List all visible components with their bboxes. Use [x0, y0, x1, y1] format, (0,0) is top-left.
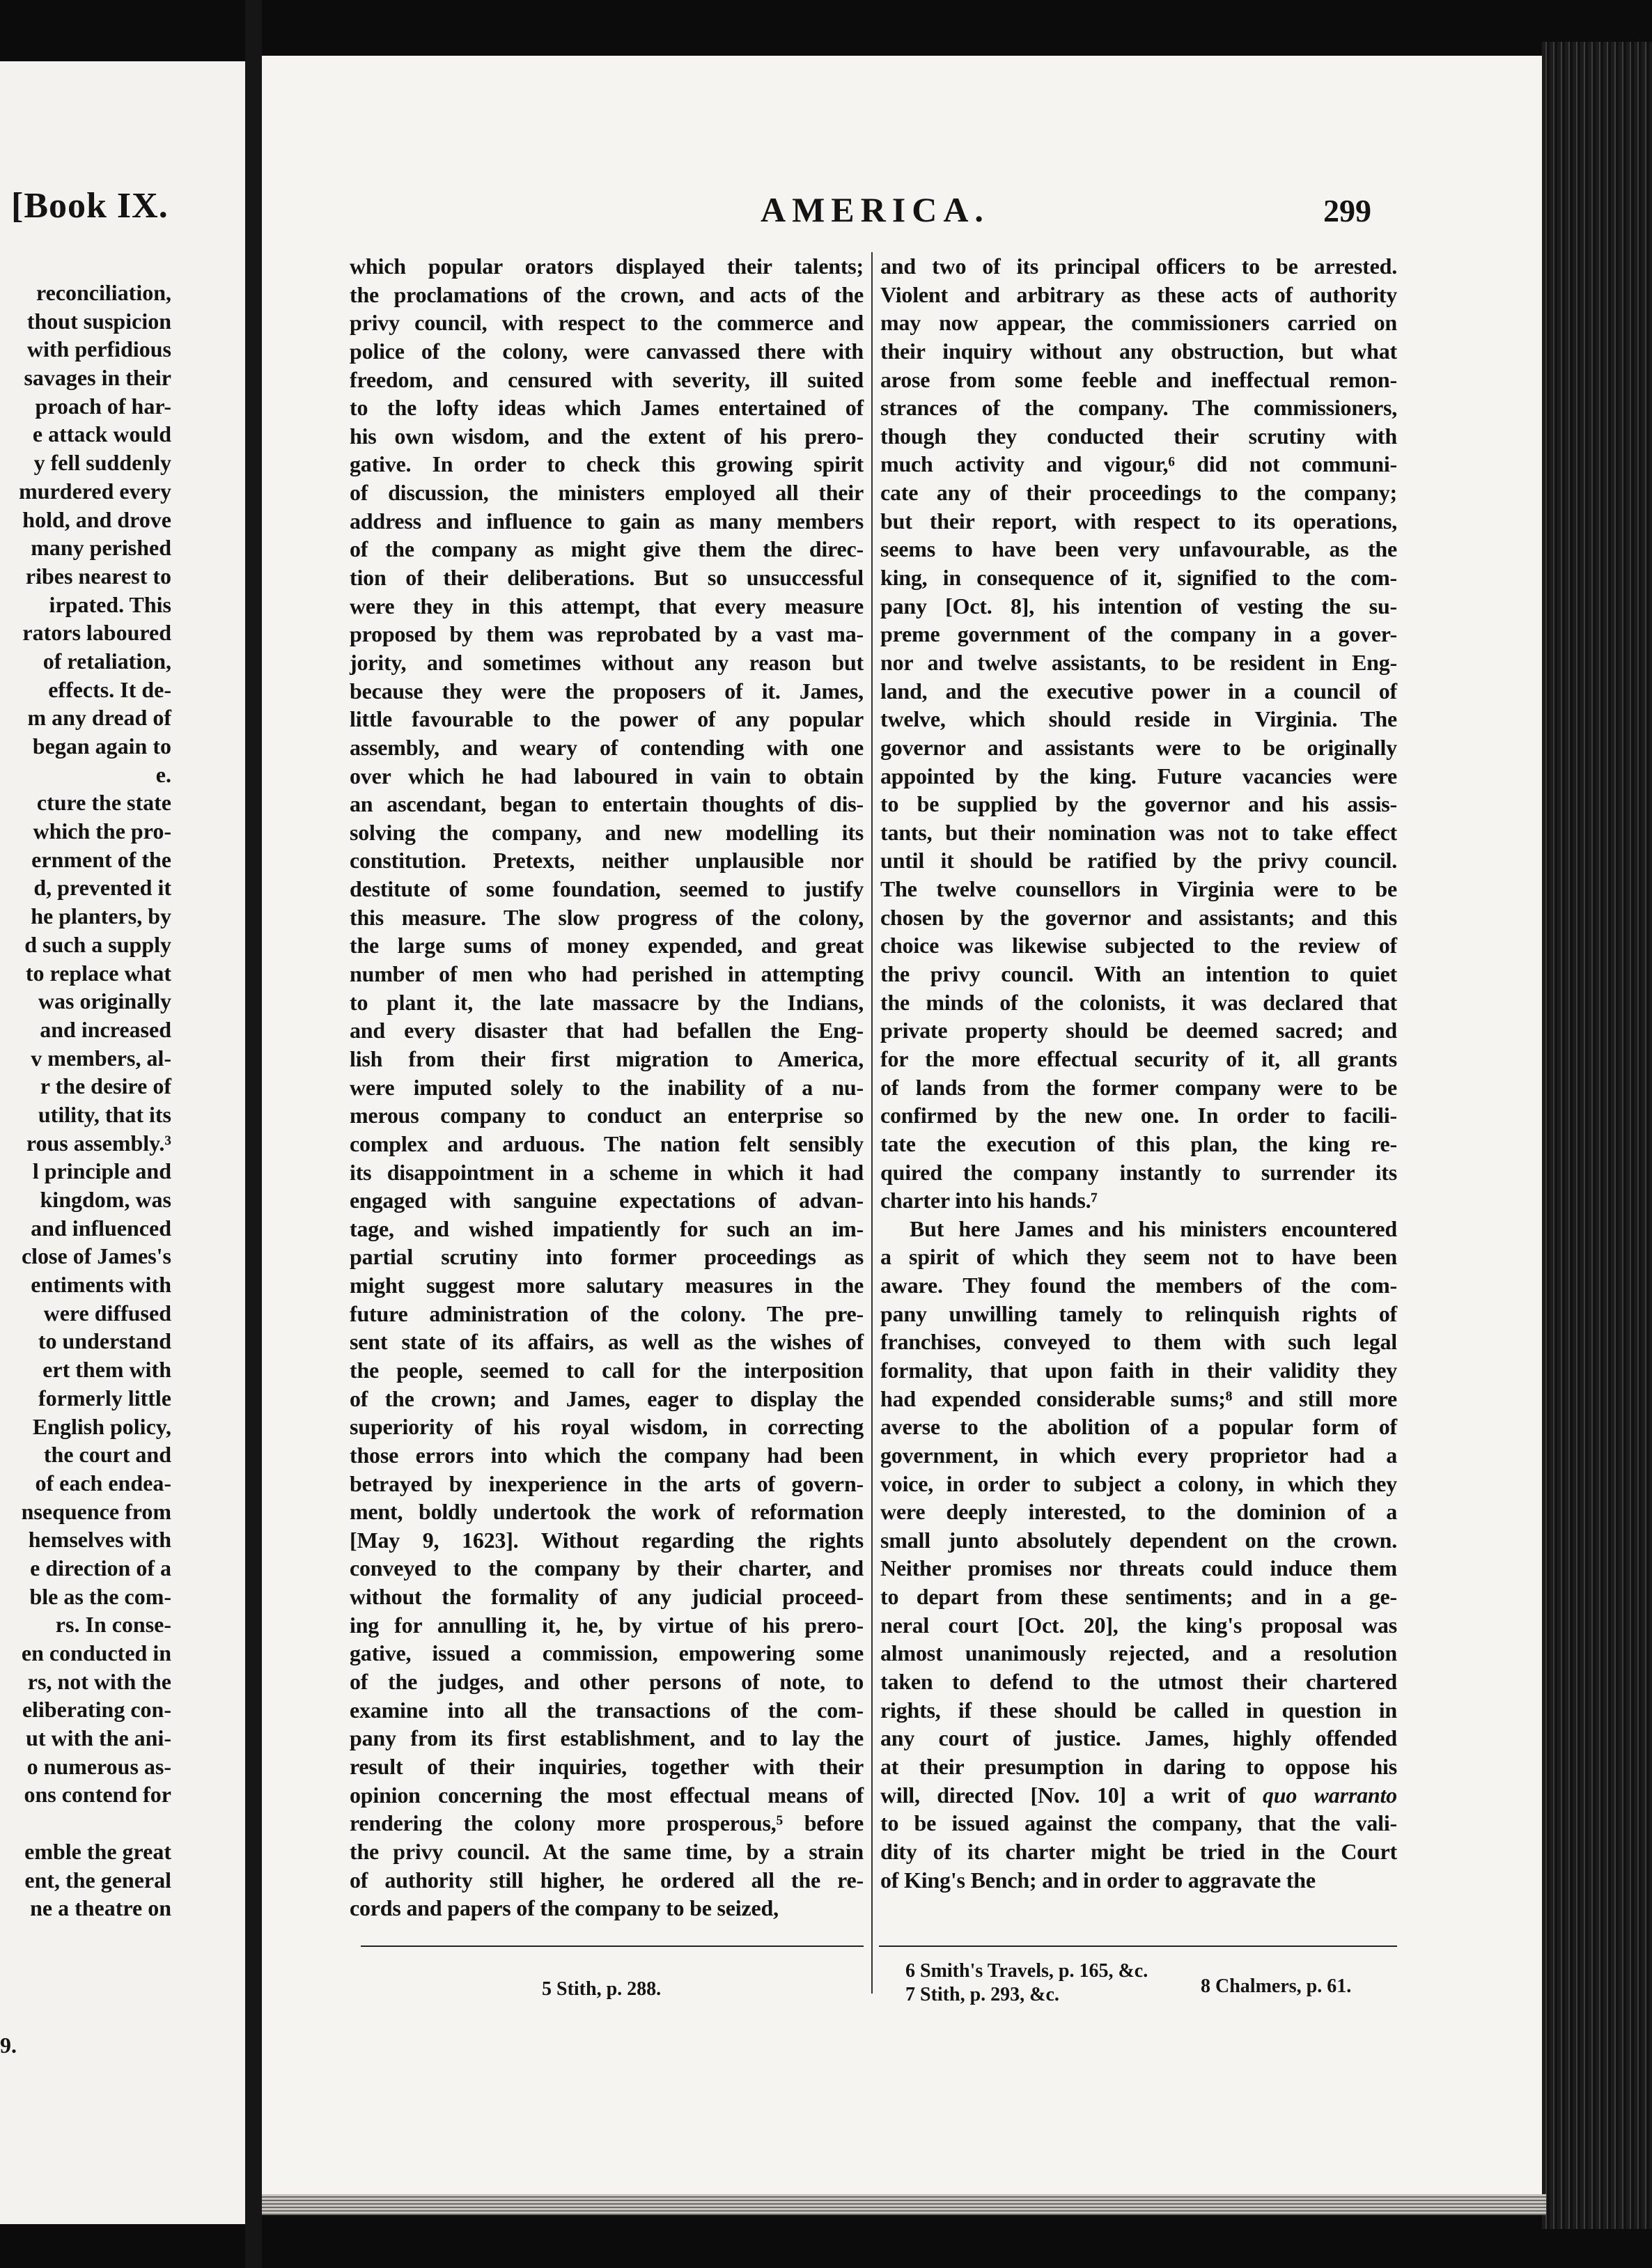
text-line: averse to the abolition of a popular form of [880, 1414, 1397, 1440]
text-line: formality, that upon faith in their validity they [880, 1357, 1397, 1383]
footnote-8: 8 Chalmers, p. 61. [1201, 1975, 1352, 1997]
text-line: engaged with sanguine expectations of advan- [350, 1188, 864, 1213]
column-divider [871, 252, 873, 1994]
text-line: governor and assistants were to be originally [880, 734, 1397, 760]
text-line: close of James's [21, 1243, 171, 1269]
text-line: to the lofty ideas which James entertained of [350, 395, 864, 421]
text-line: number of men who had perished in attempting [350, 961, 864, 987]
text-line: hemselves with [28, 1527, 171, 1553]
text-line: murdered every [19, 478, 171, 504]
text-line: police of the colony, were canvassed there with [350, 338, 864, 364]
text-line: Neither promises nor threats could induce them [880, 1555, 1397, 1581]
text-line: kingdom, was [40, 1187, 171, 1212]
text-line: of authority still higher, he ordered all the re- [350, 1867, 864, 1893]
text-line: ert them with [42, 1357, 171, 1383]
text-line: which popular orators displayed their talents; [350, 254, 864, 279]
text-line: English policy, [32, 1413, 171, 1439]
text-line: e direction of a [30, 1555, 171, 1580]
running-head: AMERICA. [761, 190, 990, 229]
text-line: cture the state [36, 790, 171, 816]
text-line: the court and [43, 1442, 171, 1468]
text-line: superiority of his royal wisdom, in correcting [350, 1414, 864, 1440]
text-line: entiments with [31, 1272, 171, 1298]
footnote-7: 7 Stith, p. 293, &c. [905, 1984, 1059, 2005]
text-line: to be supplied by the governor and his assis- [880, 791, 1397, 817]
text-line: r the desire of [40, 1073, 171, 1099]
text-line: little favourable to the power of any popular [350, 706, 864, 732]
text-line: ribes nearest to [25, 563, 171, 589]
text-line: e. [155, 761, 171, 787]
text-line: eliberating con- [22, 1697, 171, 1723]
text-line: en conducted in [21, 1640, 171, 1665]
text-line: were diffused [43, 1300, 171, 1326]
text-line: ble as the com- [29, 1583, 171, 1609]
text-line: a spirit of which they seem not to have been [880, 1244, 1397, 1270]
text-line: nsequence from [21, 1498, 171, 1524]
text-line: almost unanimously rejected, and a resolution [880, 1640, 1397, 1666]
text-line: tants, but their nomination was not to take effect [880, 819, 1397, 845]
text-line: were they in this attempt, that every measure [350, 593, 864, 619]
text-line: franchises, conveyed to them with such legal [880, 1329, 1397, 1355]
text-line: opinion concerning the most effectual means of [350, 1782, 864, 1808]
text-line: over which he had laboured in vain to obtain [350, 763, 864, 789]
text-line: hold, and drove [22, 506, 171, 532]
text-line: small junto absolutely dependent on the crown. [880, 1527, 1397, 1553]
footnote-6: 6 Smith's Travels, p. 165, &c. [905, 1960, 1148, 1982]
text-line: The twelve counsellors in Virginia were to be [880, 876, 1397, 902]
text-line: of the judges, and other persons of note, to [350, 1669, 864, 1695]
text-column-left [350, 252, 864, 1923]
text-line: had expended considerable sums;⁸ and still more [880, 1385, 1397, 1411]
text-line: neral court [Oct. 20], the king's proposal was [880, 1612, 1397, 1638]
text-line: their inquiry without any obstruction, but what [880, 338, 1397, 364]
footnote-5: 5 Stith, p. 288. [542, 1978, 662, 2000]
text-line: were imputed solely to the inability of a nu- [350, 1074, 864, 1100]
italic-phrase: quo warranto [1262, 1782, 1397, 1808]
text-line: savages in their [24, 365, 171, 391]
text-line: pany from its first establishment, and to lay the [350, 1725, 864, 1751]
text-line: emble the great [24, 1838, 171, 1864]
text-line: proposed by them was reprobated by a vast ma- [350, 621, 864, 647]
text-line: dity of its charter might be tried in the Court [880, 1838, 1397, 1864]
text-line: l principle and [32, 1158, 171, 1184]
text-line: thout suspicion [26, 308, 171, 334]
text-line: government, in which every proprietor had a [880, 1442, 1397, 1468]
text-line: of each endea- [35, 1470, 171, 1496]
text-line: the privy council. At the same time, by a strain [350, 1838, 864, 1864]
text-line: sent state of its affairs, as well as the wishes of [350, 1329, 864, 1355]
text-line: d, prevented it [33, 875, 171, 901]
text-line: of retaliation, [42, 648, 171, 674]
bottom-page-edge [262, 2194, 1546, 2215]
text-line: address and influence to gain as many members [350, 508, 864, 534]
left-page-text [0, 279, 245, 1923]
text-line: irpated. This [49, 591, 171, 617]
text-line: might suggest more salutary measures in the [350, 1273, 864, 1298]
text-line: the proclamations of the crown, and acts of the [350, 281, 864, 307]
text-line: gative, issued a commission, empowering some [350, 1640, 864, 1666]
text-line: private property should be deemed sacred; and [880, 1018, 1397, 1043]
text-line: ing for annulling it, he, by virtue of his prero- [350, 1612, 864, 1638]
text-line: proach of har- [35, 393, 171, 419]
text-line: appointed by the king. Future vacancies were [880, 763, 1397, 789]
text-line: to be issued against the company, that the vali- [880, 1810, 1397, 1836]
text-line: tage, and wished impatiently for such an im- [350, 1215, 864, 1241]
text-line: effects. It de- [48, 676, 171, 702]
text-line: the minds of the colonists, it was declared that [880, 989, 1397, 1015]
text-line: land, and the executive power in a council of [880, 678, 1397, 704]
text-line: and increased [40, 1016, 171, 1042]
text-line: cords and papers of the company to be seized, [350, 1895, 779, 1921]
footnote-rule-left [361, 1945, 864, 1947]
text-line: of the company as might give them the direc- [350, 536, 864, 562]
text-line: began again to [32, 733, 171, 759]
text-line: pany unwilling tamely to relinquish rights of [880, 1300, 1397, 1326]
text-line: rous assembly.³ [26, 1130, 171, 1156]
text-line: arose from some feeble and ineffectual remon- [880, 366, 1397, 392]
text-line: seems to have been very unfavourable, as the [880, 536, 1397, 562]
text-line: taken to defend to the utmost their chartered [880, 1669, 1397, 1695]
text-line: lish from their first migration to America, [350, 1046, 864, 1071]
text-line: ons contend for [24, 1782, 171, 1808]
text-line: to replace what [25, 960, 171, 986]
text-line: constitution. Pretexts, neither unplausible nor [350, 848, 864, 873]
text-line: freedom, and censured with severity, ill suited [350, 366, 864, 392]
text-line: at their presumption in daring to oppose his [880, 1753, 1397, 1779]
page-edges [1542, 42, 1652, 2229]
text-line: king, in consequence of it, signified to the com- [880, 565, 1397, 591]
page-number: 299 [1323, 193, 1371, 228]
text-line: rators laboured [22, 620, 171, 646]
text-line: complex and arduous. The nation felt sensibly [350, 1131, 864, 1156]
text-line: with perfidious [26, 336, 171, 362]
text-line: ut with the ani- [26, 1725, 171, 1751]
book-gutter [245, 0, 262, 2268]
text-line: nor and twelve assistants, to be resident in Eng- [880, 649, 1397, 675]
text-line: were deeply interested, to the dominion of a [880, 1499, 1397, 1525]
text-line: much activity and vigour,⁶ did not communi- [880, 451, 1397, 477]
text-line: e attack would [32, 421, 171, 447]
text-line: betrayed by inexperience in the arts of govern- [350, 1470, 864, 1496]
text-line: ent, the general [24, 1867, 171, 1893]
text-line: will, directed [Nov. 10] a writ of quo warranto [880, 1782, 1397, 1808]
text-line: and two of its principal officers to be arrested. [880, 254, 1397, 279]
text-line: many perished [31, 535, 171, 561]
text-line: conveyed to the company by their charter, and [350, 1555, 864, 1581]
text-line: this measure. The slow progress of the colony, [350, 904, 864, 930]
text-line: reconciliation, [36, 280, 171, 305]
text-line: [May 9, 1623]. Without regarding the rights [350, 1527, 864, 1553]
text-line: rights, if these should be called in question in [880, 1697, 1397, 1723]
text-line: examine into all the transactions of the com- [350, 1697, 864, 1723]
text-line: cate any of their proceedings to the company; [880, 480, 1397, 506]
text-line: though they conducted their scrutiny with [880, 423, 1397, 449]
text-line: to understand [38, 1328, 171, 1354]
text-line: rendering the colony more prosperous,⁵ before [350, 1810, 864, 1836]
text-line: utility, that its [38, 1101, 171, 1127]
text-line: charter into his hands.⁷ [880, 1188, 1098, 1213]
text-line: an ascendant, began to entertain thoughts of dis- [350, 791, 864, 817]
text-line: m any dread of [27, 705, 171, 731]
text-line: of the crown; and James, eager to display the [350, 1385, 864, 1411]
text-line: partial scrutiny into former proceedings as [350, 1244, 864, 1270]
text-line: y fell suddenly [33, 450, 171, 476]
text-line: and influenced [31, 1215, 171, 1241]
text-line: for the more effectual security of it, all grants [880, 1046, 1397, 1071]
text-line: but their report, with respect to its operations, [880, 508, 1397, 534]
text-line: voice, in order to subject a colony, in which they [880, 1470, 1397, 1496]
text-line: to plant it, the late massacre by the Indians, [350, 989, 864, 1015]
text-line: assembly, and weary of contending with one [350, 734, 864, 760]
text-line: aware. They found the members of the com- [880, 1273, 1397, 1298]
text-column-right [880, 252, 1397, 1894]
text-line: tion of their deliberations. But so unsuccessful [350, 565, 864, 591]
text-line [0, 1809, 245, 1838]
text-line: ernment of the [31, 846, 171, 872]
text-line: result of their inquiries, together with their [350, 1753, 864, 1779]
text-line: merous company to conduct an enterprise so [350, 1103, 864, 1128]
text-line: any court of justice. James, highly offended [880, 1725, 1397, 1751]
text-line: which the pro- [33, 818, 171, 844]
text-line: was originally [38, 988, 171, 1014]
text-line: gative. In order to check this growing spirit [350, 451, 864, 477]
text-line: rs. In conse- [55, 1612, 171, 1638]
left-page-fragment [0, 61, 247, 2224]
text-line: until it should be ratified by the privy council. [880, 848, 1397, 873]
text-line: v members, al- [31, 1045, 171, 1071]
text-line: o numerous as- [26, 1753, 171, 1779]
text-line: destitute of some foundation, seemed to justify [350, 876, 864, 902]
text-line: his own wisdom, and the extent of his prero- [350, 423, 864, 449]
text-line: formerly little [38, 1385, 171, 1411]
text-line: quired the company instantly to surrender its [880, 1159, 1397, 1185]
text-line: its disappointment in a scheme in which it had [350, 1159, 864, 1185]
text-line: of King's Bench; and in order to aggravate the [880, 1867, 1316, 1893]
text-line: confirmed by the new one. In order to facili- [880, 1103, 1397, 1128]
text-line: to depart from these sentiments; and in a ge- [880, 1584, 1397, 1610]
text-line: of lands from the former company were to be [880, 1074, 1397, 1100]
text-line: he planters, by [31, 903, 171, 929]
text-line: But here James and his ministers encountered [910, 1215, 1397, 1241]
text-line: of discussion, the ministers employed all their [350, 480, 864, 506]
text-line: may now appear, the commissioners carried on [880, 310, 1397, 336]
text-line: jority, and sometimes without any reason but [350, 649, 864, 675]
text-line: choice was likewise subjected to the review of [880, 933, 1397, 958]
text-line: pany [Oct. 8], his intention of vesting the su- [880, 593, 1397, 619]
text-line: the people, seemed to call for the interposition [350, 1357, 864, 1383]
text-line: d such a supply [24, 931, 171, 957]
text-line: chosen by the governor and assistants; and this [880, 904, 1397, 930]
text-line: solving the company, and new modelling its [350, 819, 864, 845]
text-line: preme government of the company in a gover- [880, 621, 1397, 647]
text-line: future administration of the colony. The pre- [350, 1300, 864, 1326]
text-line: Violent and arbitrary as these acts of authority [880, 281, 1397, 307]
footnote-rule-right [879, 1945, 1397, 1947]
text-line: tate the execution of this plan, the king re- [880, 1131, 1397, 1156]
text-line: without the formality of any judicial proceed- [350, 1584, 864, 1610]
left-footnote-fragment: 9. [0, 2033, 17, 2058]
text-line: rs, not with the [27, 1668, 171, 1694]
text-line: and every disaster that had befallen the Eng- [350, 1018, 864, 1043]
text-line: because they were the proposers of it. James, [350, 678, 864, 704]
left-running-head: [Book IX. [11, 186, 169, 226]
text-line: privy council, with respect to the commerce and [350, 310, 864, 336]
text-line: ment, boldly undertook the work of reformation [350, 1499, 864, 1525]
text-line: the privy council. With an intention to quiet [880, 961, 1397, 987]
text-line: ne a theatre on [30, 1895, 171, 1921]
text-line: the large sums of money expended, and great [350, 933, 864, 958]
text-line: strances of the company. The commissioners, [880, 395, 1397, 421]
text-line: twelve, which should reside in Virginia. The [880, 706, 1397, 732]
text-line: those errors into which the company had been [350, 1442, 864, 1468]
